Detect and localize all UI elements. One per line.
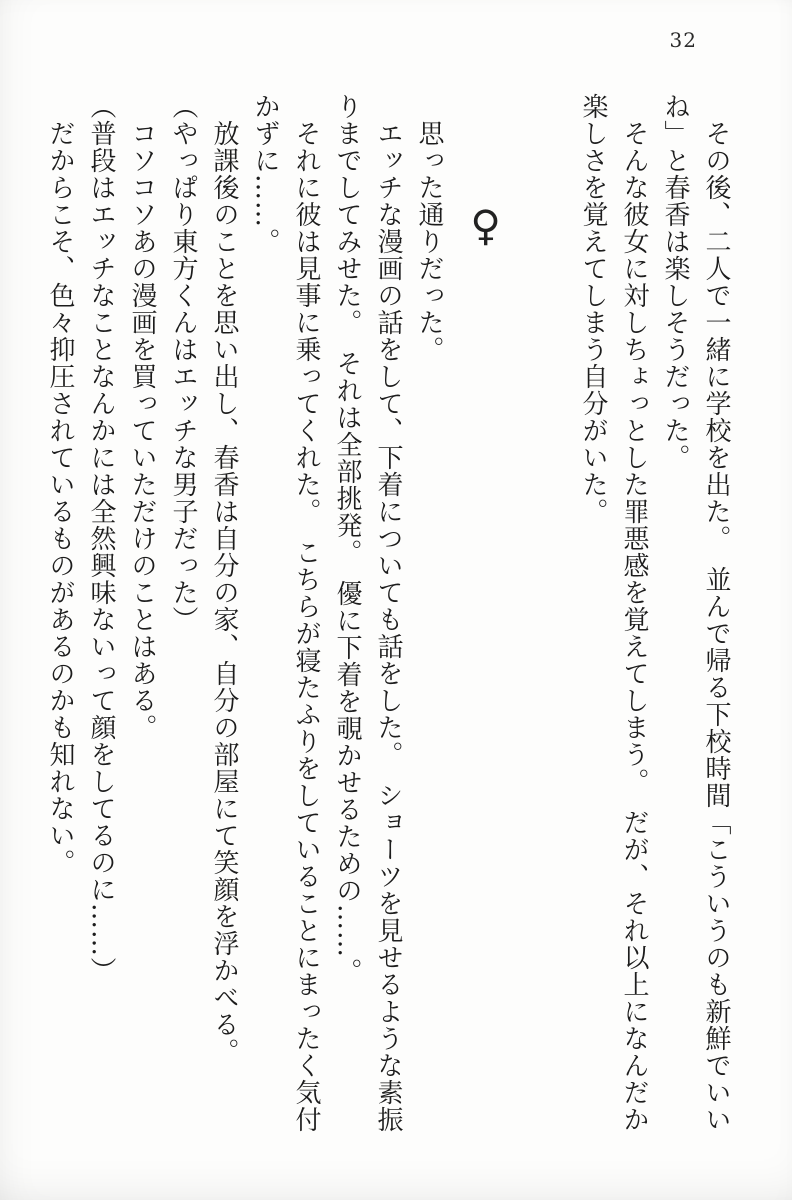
paragraph-thought-usually-uninterested: （普段はエッチなことなんかには全然興味ないって顔をしてるのに……） xyxy=(86,93,116,984)
paragraph-repressed-feelings: だからこそ、色々抑圧されているものがあるのかも知れない。 xyxy=(45,93,75,876)
scene-break-divider xyxy=(449,93,572,1149)
vertical-text-area xyxy=(39,93,736,1149)
paragraph-guilt-and-fun: そんな彼女に対しちょっとした罪悪感を覚えてしまう。 だが、それ以上になんだか楽しさを覚えてしまう自分がいた。 xyxy=(578,93,649,1133)
paragraph-after-school-walk: その後、二人で一緒に学校を出た。 並んで帰る下校時間「こういうのも新鮮でいいね」と春香は楽しそうだった。 xyxy=(660,93,731,1133)
page-number: 32 xyxy=(669,28,697,52)
paragraph-smiling-in-room: 放課後のことを思い出し、春香は自分の家、自分の部屋にて笑顔を浮かべる。 xyxy=(209,93,239,1065)
female-sign-icon: ♀ xyxy=(470,201,502,250)
paragraph-as-expected: 思った通りだった。 xyxy=(414,93,444,363)
paragraph-manga-talk: エッチな漫画の話をして、下着についても話をした。 ショーツを見せるような素振りまでしてみせた。 それは全部挑発。 優に下着を覗かせるための……。 xyxy=(332,93,403,1133)
paragraph-secret-manga-purchase: コソコソあの漫画を買っていただけのことはある。 xyxy=(127,93,157,741)
paragraph-he-took-the-bait: それに彼は見事に乗ってくれた。 こちらが寝たふりをしていることにまったく気付かずに……。 xyxy=(250,93,321,1133)
paragraph-thought-touhou-ecchi: （やっぱり東方くんはエッチな男子だった） xyxy=(168,93,198,633)
